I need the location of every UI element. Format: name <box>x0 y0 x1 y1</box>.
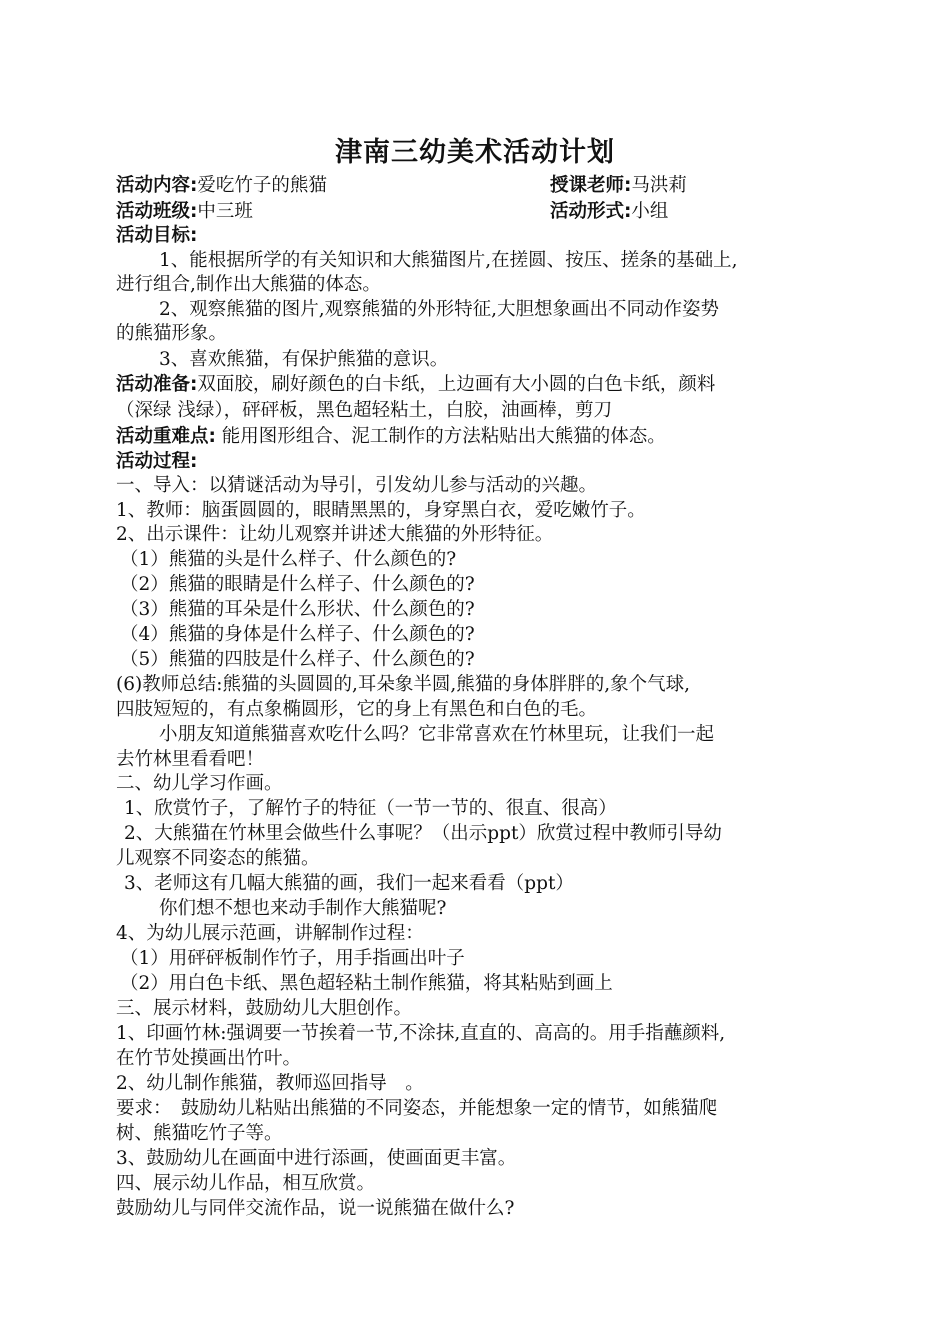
activity-form-label: 活动形式: <box>550 201 632 222</box>
activity-class-value: 中三班 <box>197 201 253 222</box>
process-line: 去竹林里看看吧！ <box>116 749 265 770</box>
activity-content-row <box>116 173 327 199</box>
process-line: 要求： 鼓励幼儿粘贴出熊猫的不同姿态，并能想象一定的情节，如熊猫爬 <box>116 1098 718 1119</box>
process-line: 你们想不想也来动手制作大熊猫呢? <box>159 898 447 919</box>
process-line: （5）熊猫的四肢是什么样子、什么颜色的? <box>120 649 475 670</box>
process-line: 3、鼓励幼儿在画面中进行添画，使画面更丰富。 <box>116 1148 517 1169</box>
process-line: 四、展示幼儿作品，相互欣赏。 <box>116 1173 376 1194</box>
process-line: (6)教师总结:熊猫的头圆圆的,耳朵象半圆,熊猫的身体胖胖的,象个气球, <box>116 674 690 695</box>
activity-class-label: 活动班级: <box>116 201 198 222</box>
prep-label: 活动准备: <box>116 374 198 395</box>
process-line: 1、印画竹林:强调要一节挨着一节,不涂抹,直直的、高高的。用手指蘸颜料, <box>116 1023 726 1044</box>
process-line: 3、老师这有几幅大熊猫的画，我们一起来看看（ppt） <box>124 873 574 894</box>
process-line: （4）熊猫的身体是什么样子、什么颜色的? <box>120 624 475 645</box>
prep-row <box>116 372 715 398</box>
process-line: （3）熊猫的耳朵是什么形状、什么颜色的? <box>120 599 475 620</box>
activity-class-row <box>116 199 253 225</box>
goal-line: 3、喜欢熊猫，有保护熊猫的意识。 <box>159 349 449 370</box>
process-line: 小朋友知道熊猫喜欢吃什么吗？它非常喜欢在竹林里玩，让我们一起 <box>159 724 715 745</box>
process-line: 1、教师：脑蛋圆圆的，眼睛黑黑的，身穿黑白衣，爱吃嫩竹子。 <box>116 500 646 521</box>
difficulty-label: 活动重难点: <box>116 426 216 447</box>
process-line: 儿观察不同姿态的熊猫。 <box>116 848 320 869</box>
prep-line-2: （深绿 浅绿），砰砰板，黑色超轻粘土，白胶，油画棒，剪刀 <box>116 400 613 421</box>
process-line: （2）用白色卡纸、黑色超轻粘土制作熊猫，将其粘贴到画上 <box>120 973 613 994</box>
process-line: 2、大熊猫在竹林里会做些什么事呢？（出示ppt）欣赏过程中教师引导幼 <box>124 823 722 844</box>
goal-line: 2、观察熊猫的图片,观察熊猫的外形特征,大胆想象画出不同动作姿势 <box>159 299 720 320</box>
process-line: 一、导入：以猜谜活动为导引，引发幼儿参与活动的兴趣。 <box>116 475 598 496</box>
process-line: 2、出示课件：让幼儿观察并讲述大熊猫的外形特征。 <box>116 524 554 545</box>
process-line: 鼓励幼儿与同伴交流作品，说一说熊猫在做什么? <box>116 1198 515 1219</box>
process-line: 三、展示材料，鼓励幼儿大胆创作。 <box>116 998 413 1019</box>
process-line: （1）熊猫的头是什么样子、什么颜色的? <box>120 549 457 570</box>
process-line: 二、幼儿学习作画。 <box>116 773 283 794</box>
process-line: （2）熊猫的眼睛是什么样子、什么颜色的? <box>120 574 475 595</box>
teacher-row <box>550 173 687 199</box>
process-line: 树、熊猫吃竹子等。 <box>116 1123 283 1144</box>
activity-form-row <box>550 199 668 225</box>
teacher-label: 授课老师: <box>550 175 632 196</box>
process-line: 四肢短短的，有点象椭圆形，它的身上有黑色和白色的毛。 <box>116 699 598 720</box>
goal-line: 进行组合,制作出大熊猫的体态。 <box>116 274 381 295</box>
prep-value: 双面胶，刷好颜色的白卡纸，上边画有大小圆的白色卡纸，颜料 <box>197 374 716 395</box>
process-line: 2、幼儿制作熊猫，教师巡回指导 。 <box>116 1073 424 1094</box>
teacher-value: 马洪莉 <box>631 175 687 196</box>
activity-content-label: 活动内容: <box>116 175 198 196</box>
process-line: 4、为幼儿展示范画，讲解制作过程： <box>116 923 424 944</box>
activity-form-value: 小组 <box>631 201 669 222</box>
process-line: （1）用砰砰板制作竹子，用手指画出叶子 <box>120 948 465 969</box>
process-line: 1、欣赏竹子，了解竹子的特征（一节一节的、很直、很高） <box>124 798 617 819</box>
activity-content-value: 爱吃竹子的熊猫 <box>197 175 327 196</box>
goals-heading: 活动目标: <box>116 225 198 246</box>
goal-line: 1、能根据所学的有关知识和大熊猫图片,在搓圆、按压、搓条的基础上, <box>159 250 738 271</box>
difficulty-value: 能用图形组合、泥工制作的方法粘贴出大熊猫的体态。 <box>215 426 666 447</box>
goal-line: 的熊猫形象。 <box>116 323 228 344</box>
process-line: 在竹节处摸画出竹叶。 <box>116 1048 302 1069</box>
page-title: 津南三幼美术活动计划 <box>335 137 615 168</box>
process-heading: 活动过程: <box>116 451 198 472</box>
difficulty-row <box>116 424 666 450</box>
